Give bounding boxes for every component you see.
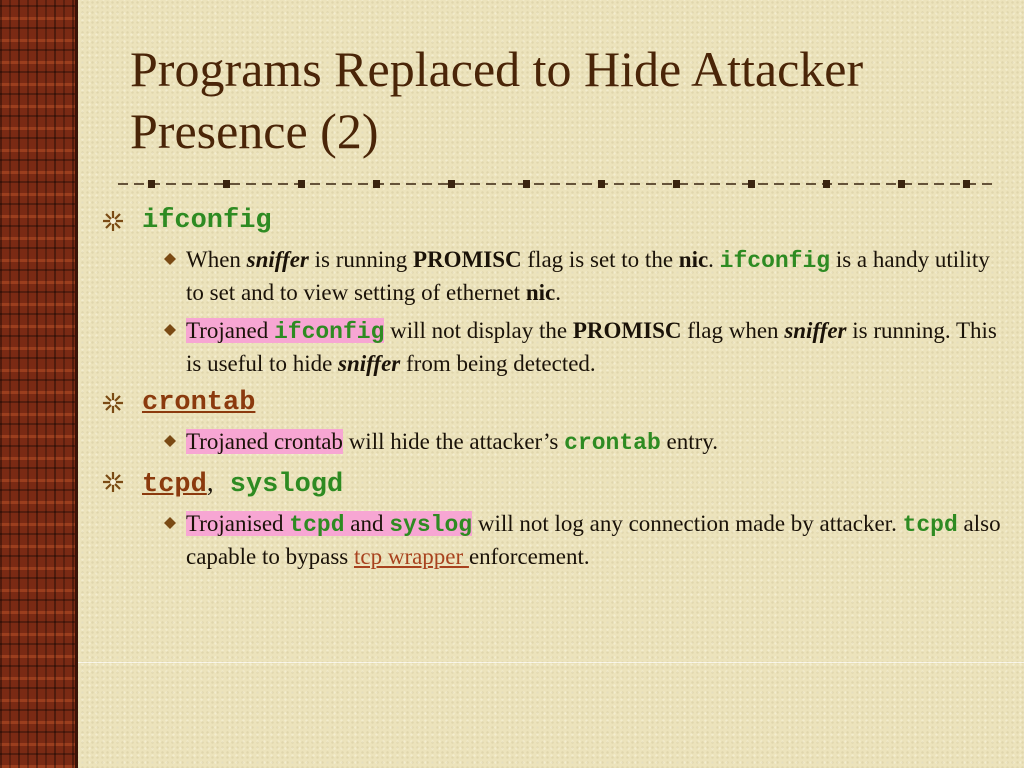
- diamond-icon: [164, 517, 176, 529]
- section-ifconfig: [100, 204, 1000, 238]
- highlight-trojaned-crontab: Trojaned crontab: [186, 429, 343, 454]
- section-crontab: [100, 386, 1000, 420]
- code-ifconfig: ifconfig: [719, 248, 831, 274]
- term-sniffer: sniffer: [246, 247, 309, 272]
- text: .: [708, 247, 720, 272]
- section-tcpd-syslogd: [100, 465, 1000, 502]
- text: is a handy utility to set and to view setting of ethernet: [186, 247, 990, 305]
- crontab-link[interactable]: crontab: [142, 388, 256, 418]
- text: will hide the attacker’s: [342, 429, 565, 454]
- term-nic: nic: [678, 247, 709, 272]
- code-ifconfig: ifconfig: [273, 319, 385, 345]
- heading-comma: ,: [206, 467, 214, 497]
- text: flag is set to the: [521, 247, 679, 272]
- term-nic: nic: [525, 280, 556, 305]
- highlight-trojaned-ifconfig: [186, 318, 384, 343]
- text: is running: [308, 247, 414, 272]
- title-line-1: Programs Replaced to Hide Attacker: [130, 41, 864, 97]
- bullet-trojanised-tcpd-syslog: [100, 508, 1006, 573]
- code-syslog: syslog: [389, 512, 473, 538]
- decorative-side-bar: [0, 0, 78, 768]
- starburst-icon: [102, 471, 124, 493]
- starburst-icon: [102, 392, 124, 414]
- title-line-2: Presence (2): [130, 103, 379, 159]
- text: also capable to bypass: [186, 511, 1001, 569]
- code-tcpd: tcpd: [289, 512, 345, 538]
- diamond-icon: [164, 324, 176, 336]
- diamond-icon: [164, 435, 176, 447]
- text: from being detected.: [400, 351, 596, 376]
- text: flag when: [681, 318, 785, 343]
- text: When: [186, 247, 247, 272]
- text: enforcement.: [468, 544, 590, 569]
- slide-title: [130, 38, 1000, 162]
- term-promisc: PROMISC: [572, 318, 682, 343]
- code-tcpd: tcpd: [902, 512, 958, 538]
- title-divider: [118, 178, 994, 190]
- section-heading-ifconfig: ifconfig: [142, 206, 272, 236]
- term-sniffer: sniffer: [338, 351, 401, 376]
- text: and: [344, 511, 390, 536]
- term-sniffer: sniffer: [784, 318, 847, 343]
- bullet-ifconfig-promisc: [100, 244, 1006, 309]
- diamond-icon: [164, 253, 176, 265]
- bullet-trojaned-ifconfig: [100, 315, 1006, 380]
- text: will not log any connection made by attacker.: [472, 511, 903, 536]
- section-heading-syslogd: syslogd: [229, 470, 344, 500]
- tcpd-link[interactable]: tcpd: [142, 470, 207, 500]
- tcp-wrapper-link[interactable]: tcp wrapper: [353, 544, 469, 569]
- term-promisc: PROMISC: [413, 247, 522, 272]
- text: .: [555, 280, 561, 305]
- text: Trojanised: [186, 511, 290, 536]
- starburst-icon: [102, 210, 124, 232]
- text: is running. This is useful to hide: [186, 318, 997, 376]
- footer-rule: [78, 662, 1024, 663]
- highlight-trojanised-tcpd-syslog: [186, 511, 472, 536]
- slide-body: [100, 204, 1000, 573]
- text: entry.: [660, 429, 719, 454]
- bullet-trojaned-crontab: [100, 426, 1006, 459]
- text: will not display the: [384, 318, 573, 343]
- code-crontab: crontab: [564, 430, 661, 456]
- text: Trojaned: [186, 318, 274, 343]
